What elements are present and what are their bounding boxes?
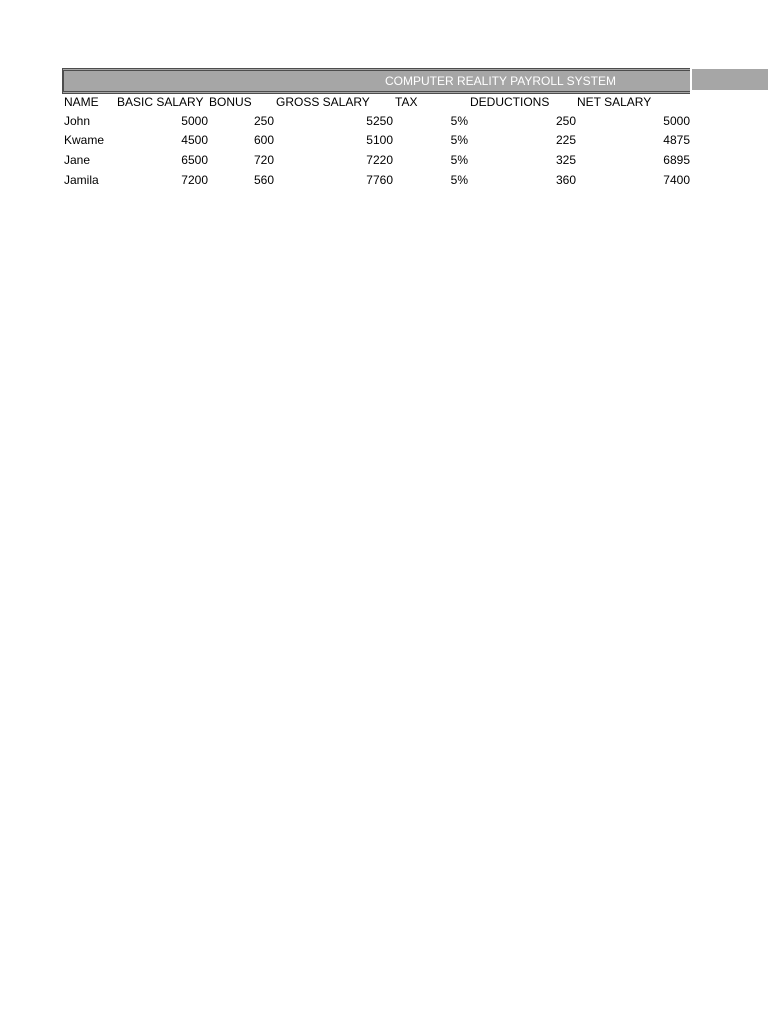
sheet-title: COMPUTER REALITY PAYROLL SYSTEM <box>385 74 616 88</box>
cell-net-salary: 4875 <box>663 133 690 147</box>
cell-deductions: 325 <box>555 153 576 167</box>
header-gross-salary: GROSS SALARY <box>276 95 370 109</box>
cell-gross-salary: 7220 <box>366 153 393 167</box>
cell-name: Kwame <box>64 133 105 147</box>
cell-tax: 5% <box>450 114 468 128</box>
cell-deductions: 225 <box>555 133 576 147</box>
cell-tax: 5% <box>450 173 468 187</box>
cell-gross-salary: 5100 <box>366 133 393 147</box>
header-bonus: BONUS <box>209 95 252 109</box>
cell-basic-salary: 7200 <box>181 173 208 187</box>
cell-bonus: 720 <box>253 153 274 167</box>
cell-gross-salary: 5250 <box>366 114 393 128</box>
cell-net-salary: 7400 <box>663 173 690 187</box>
cell-gross-salary: 7760 <box>366 173 393 187</box>
cell-bonus: 250 <box>253 114 274 128</box>
header-tax: TAX <box>395 95 418 109</box>
cell-deductions: 250 <box>555 114 576 128</box>
header-name: NAME <box>64 95 99 109</box>
cell-name: John <box>64 114 91 128</box>
cell-deductions: 360 <box>555 173 576 187</box>
cell-basic-salary: 4500 <box>181 133 208 147</box>
header-basic-salary: BASIC SALARY <box>117 95 204 109</box>
header-deductions: DEDUCTIONS <box>470 95 550 109</box>
cell-name: Jane <box>64 153 91 167</box>
cell-net-salary: 6895 <box>663 153 690 167</box>
cell-tax: 5% <box>450 133 468 147</box>
cell-basic-salary: 6500 <box>181 153 208 167</box>
title-bar-extension <box>692 69 768 90</box>
cell-bonus: 560 <box>253 173 274 187</box>
cell-basic-salary: 5000 <box>181 114 208 128</box>
cell-net-salary: 5000 <box>663 114 690 128</box>
header-net-salary: NET SALARY <box>577 95 652 109</box>
cell-tax: 5% <box>450 153 468 167</box>
cell-name: Jamila <box>64 173 99 187</box>
cell-bonus: 600 <box>253 133 274 147</box>
